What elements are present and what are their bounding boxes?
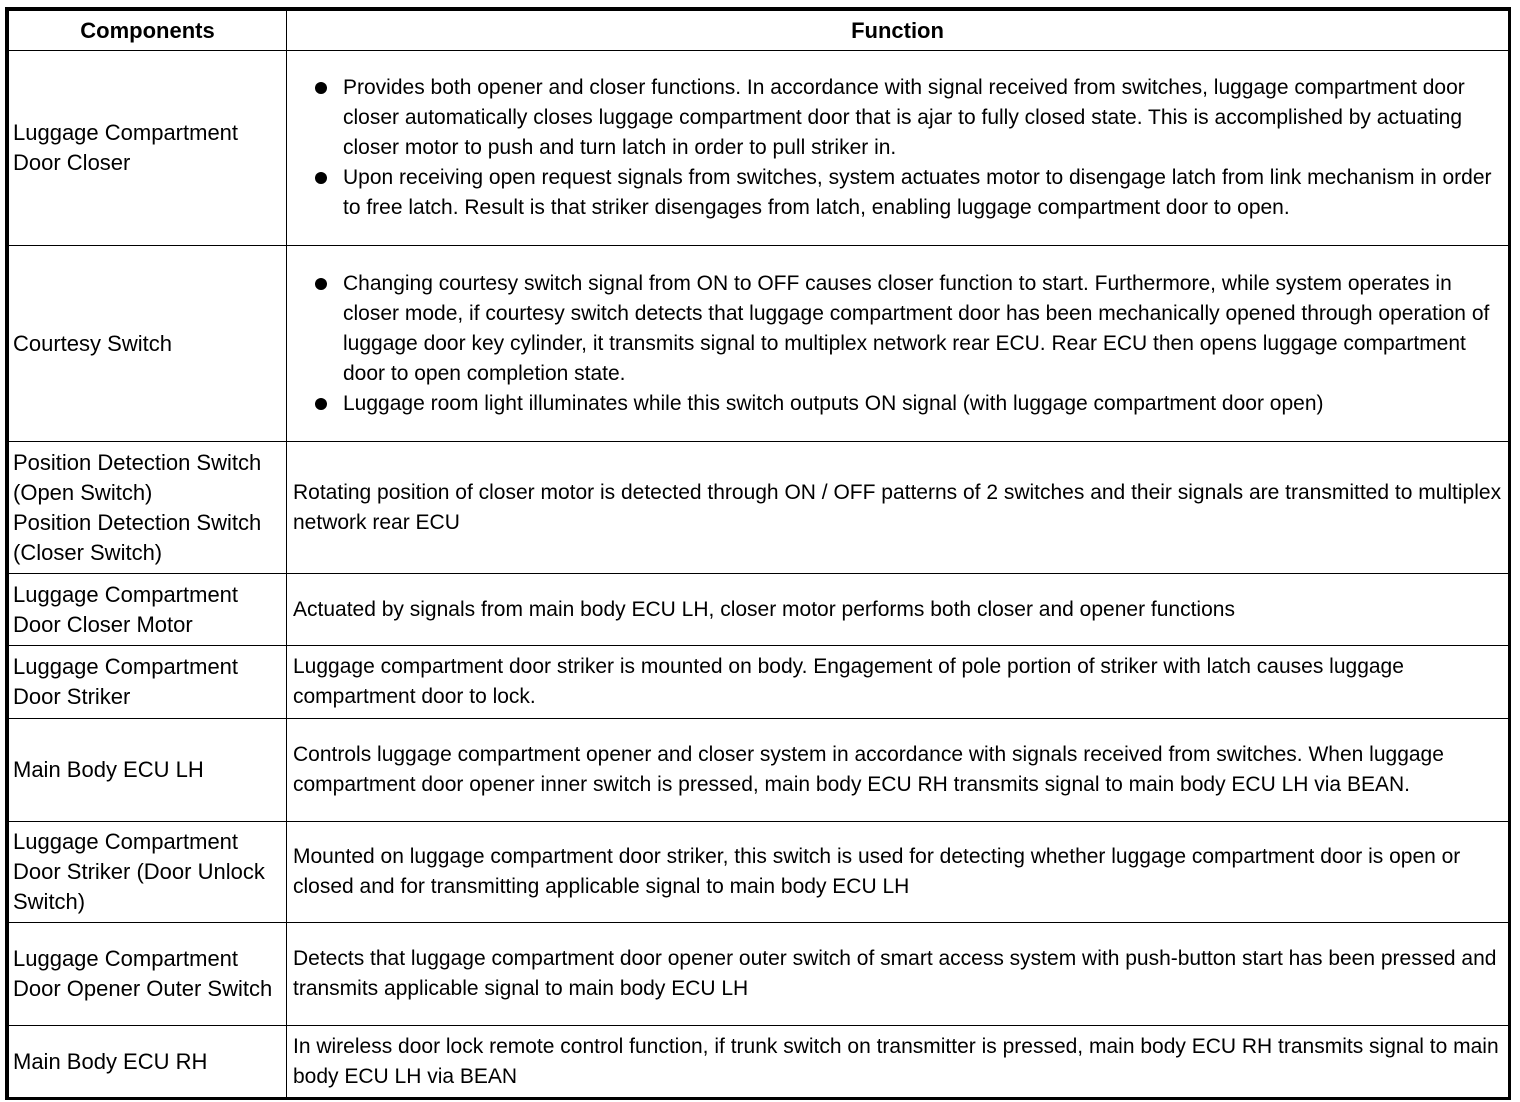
header-components: Components bbox=[9, 11, 287, 51]
function-bullet-item bbox=[343, 389, 1502, 419]
component-cell bbox=[9, 442, 287, 574]
table-row bbox=[9, 574, 1509, 646]
function-bullet-text: Luggage room light illuminates while this switch outputs ON signal (with luggage compartment door open) bbox=[343, 391, 1324, 415]
table-row bbox=[9, 923, 1509, 1026]
function-cell: Actuated by signals from main body ECU LH, closer motor performs both closer and opener functions bbox=[287, 574, 1509, 646]
component-line: Position Detection Switch (Open Switch) bbox=[13, 449, 262, 505]
component-cell: Luggage Compartment Door Closer Motor bbox=[9, 574, 287, 646]
bullet-icon bbox=[315, 172, 327, 184]
table-row bbox=[9, 646, 1509, 719]
table-row bbox=[9, 719, 1509, 822]
table-row bbox=[9, 822, 1509, 923]
bullet-icon bbox=[315, 82, 327, 94]
component-cell: Courtesy Switch bbox=[9, 246, 287, 442]
function-cell: In wireless door lock remote control function, if trunk switch on transmitter is pressed, main body ECU RH transmits signal to main body ECU LH via BEAN bbox=[287, 1026, 1509, 1098]
components-table-frame bbox=[5, 7, 1511, 1100]
component-cell: Luggage Compartment Door Striker (Door Unlock Switch) bbox=[9, 822, 287, 923]
function-cell: Mounted on luggage compartment door striker, this switch is used for detecting whether luggage compartment door is open or closed and for transmitting applicable signal to main body ECU LH bbox=[287, 822, 1509, 923]
component-line: Position Detection Switch (Closer Switch) bbox=[13, 509, 262, 565]
table-row bbox=[9, 51, 1509, 246]
component-cell: Luggage Compartment Door Striker bbox=[9, 646, 287, 719]
bullet-icon bbox=[315, 398, 327, 410]
function-bullet-item bbox=[343, 163, 1502, 223]
table-row bbox=[9, 442, 1509, 574]
function-bullet-item bbox=[343, 269, 1502, 389]
function-cell: Controls luggage compartment opener and closer system in accordance with signals received from switches. When luggage compartment door opener inner switch is pressed, main body ECU RH transmits signal to main body ECU LH via BEAN. bbox=[287, 719, 1509, 822]
function-cell bbox=[287, 51, 1509, 246]
table-row bbox=[9, 246, 1509, 442]
function-bullet-list bbox=[293, 73, 1502, 223]
function-cell: Rotating position of closer motor is detected through ON / OFF patterns of 2 switches and their signals are transmitted to multiplex network rear ECU bbox=[287, 442, 1509, 574]
table-row bbox=[9, 1026, 1509, 1098]
function-bullet-list bbox=[293, 269, 1502, 419]
component-cell: Main Body ECU LH bbox=[9, 719, 287, 822]
function-cell bbox=[287, 246, 1509, 442]
function-bullet-text: Provides both opener and closer functions. In accordance with signal received from switches, luggage compartment door closer automatically closes luggage compartment door that is ajar to fully closed state. This is accomplished by actuating closer motor to push and turn latch in order to pull striker in. bbox=[343, 76, 1465, 159]
component-cell: Luggage Compartment Door Opener Outer Switch bbox=[9, 923, 287, 1026]
bullet-icon bbox=[315, 278, 327, 290]
component-cell: Main Body ECU RH bbox=[9, 1026, 287, 1098]
header-function: Function bbox=[287, 11, 1509, 51]
components-function-table bbox=[8, 10, 1509, 1098]
function-cell: Luggage compartment door striker is mounted on body. Engagement of pole portion of striker with latch causes luggage compartment door to lock. bbox=[287, 646, 1509, 719]
table-header-row bbox=[9, 11, 1509, 51]
component-cell: Luggage Compartment Door Closer bbox=[9, 51, 287, 246]
function-bullet-text: Changing courtesy switch signal from ON to OFF causes closer function to start. Furthermore, while system operates in closer mode, if courtesy switch detects that luggage compartment door has been mechanically opened through operation of luggage door key cylinder, it transmits signal to multiplex network rear ECU. Rear ECU then opens luggage compartment door to open completion state. bbox=[343, 271, 1490, 385]
function-cell: Detects that luggage compartment door opener outer switch of smart access system with push-button start has been pressed and transmits applicable signal to main body ECU LH bbox=[287, 923, 1509, 1026]
function-bullet-text: Upon receiving open request signals from switches, system actuates motor to disengage latch from link mechanism in order to free latch. Result is that striker disengages from latch, enabling luggage compartment door to open. bbox=[343, 166, 1492, 219]
function-bullet-item bbox=[343, 73, 1502, 163]
